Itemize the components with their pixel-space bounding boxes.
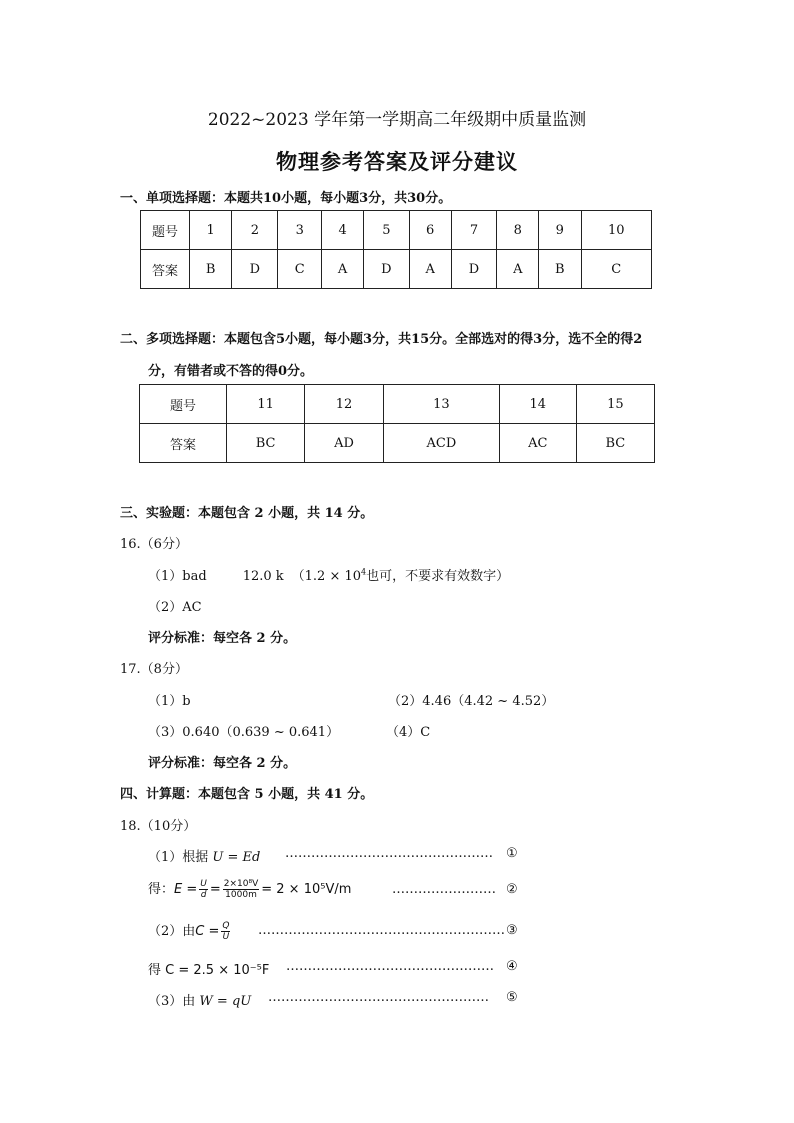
q18-line2-lhs: E = [174, 882, 198, 897]
table-cell: 13 [383, 385, 499, 424]
table-row [141, 250, 652, 289]
table-cell: 9 [539, 211, 581, 250]
table-cell: AD [305, 424, 384, 463]
q16-label: 16.（6分） [120, 537, 188, 552]
q16-part1-note-exp: 4 [361, 567, 367, 577]
table-cell: A [497, 250, 539, 289]
leader-dots: ………………………………………… [285, 846, 493, 861]
section2-heading-line2: 分，有错者或不答的得0分。 [148, 364, 314, 379]
table-cell: A [322, 250, 364, 289]
q16-part1-answer2: 12.0 k [242, 569, 284, 584]
row-label-question: 题号 [140, 385, 227, 424]
q18-line1-prefix: （1）根据 [148, 850, 209, 865]
fraction-denominator: 1000m [225, 890, 257, 900]
q18-line3-prefix: （2）由 [148, 924, 196, 939]
fraction-numerator: U [200, 879, 207, 889]
table-cell: B [190, 250, 232, 289]
table-cell: B [539, 250, 581, 289]
q16-part1-answer1: bad [182, 569, 207, 584]
q18-label: 18.（10分） [120, 819, 197, 834]
q17-part4: （4）C [386, 725, 431, 740]
fraction-denominator: U [222, 932, 230, 942]
table-row [140, 424, 655, 463]
table-cell: 8 [497, 211, 539, 250]
row-label-question: 题号 [141, 211, 190, 250]
q16-part1-number: （1） [148, 569, 183, 584]
table-cell: BC [227, 424, 305, 463]
q16-part1-note-pre: （1.2 × 10 [291, 569, 362, 584]
q18-line2: 得：E = $\frac{U}{d}$ = $\frac{\text{2×10⁸V}}{1000m}$ = 2 × 10⁵V/m [148, 879, 352, 900]
fraction-numerator: 2×10⁸V [223, 879, 259, 889]
table-cell: D [363, 250, 409, 289]
q18-line3 [148, 920, 232, 942]
q16-part2: （2）AC [148, 600, 202, 615]
table-cell: 1 [190, 211, 232, 250]
q18-line2-mark: ② [506, 882, 518, 897]
fraction [221, 921, 230, 942]
single-choice-answer-table [140, 210, 652, 289]
table-cell: 4 [322, 211, 364, 250]
table-row [141, 211, 652, 250]
table-cell: D [451, 250, 497, 289]
q18-line5 [148, 990, 251, 1009]
table-cell: 12 [305, 385, 384, 424]
table-cell: ACD [383, 424, 499, 463]
section2-heading-line1: 二、多项选择题：本题包含5小题，每小题3分，共15分。全部选对的得3分，选不全的得2 [120, 332, 643, 347]
table-cell: C [278, 250, 322, 289]
q18-line5-equation: W = qU [199, 994, 252, 1009]
table-cell: AC [499, 424, 576, 463]
q18-line5-prefix: （3）由 [148, 994, 196, 1009]
page-subtitle: 物理参考答案及评分建议 [276, 149, 518, 174]
q18-line1-mark: ① [506, 846, 518, 861]
leader-dots: ………………………………………… [286, 959, 494, 974]
table-row [140, 385, 655, 424]
row-label-answer: 答案 [141, 250, 190, 289]
q16-scoring: 评分标准：每空各 2 分。 [148, 631, 297, 646]
fraction-numerator: Q [222, 921, 230, 931]
q17-part1: （1）b [148, 694, 191, 709]
q18-line2-prefix: 得： [148, 882, 175, 897]
table-cell: 15 [576, 385, 654, 424]
q18-line1-equation: U = Ed [212, 850, 261, 865]
section1-heading: 一、单项选择题：本题共10小题，每小题3分，共30分。 [120, 191, 452, 206]
q18-line4 [148, 959, 269, 978]
page-title: 2022~2023 学年第一学期高二年级期中质量监测 [207, 110, 587, 130]
q18-line4-prefix: 得 [148, 963, 162, 978]
q17-part3: （3）0.640（0.639 ~ 0.641） [148, 725, 340, 740]
table-cell: 6 [409, 211, 451, 250]
table-cell: A [409, 250, 451, 289]
fraction [199, 879, 208, 900]
section3-heading: 三、实验题：本题包含 2 小题，共 14 分。 [120, 506, 374, 521]
q17-scoring: 评分标准：每空各 2 分。 [148, 756, 297, 771]
q18-line4-equation: C = 2.5 × 10⁻⁵F [165, 963, 270, 978]
table-cell: C [581, 250, 651, 289]
row-label-answer: 答案 [140, 424, 227, 463]
leader-dots: …………………………………………… [268, 990, 489, 1005]
table-cell: 10 [581, 211, 651, 250]
table-cell: 14 [499, 385, 576, 424]
fraction-denominator: d [200, 890, 207, 900]
table-cell: 7 [451, 211, 497, 250]
section4-heading: 四、计算题：本题包含 5 小题，共 41 分。 [120, 787, 374, 802]
table-cell: 11 [227, 385, 305, 424]
q18-line5-mark: ⑤ [506, 990, 518, 1005]
q16-part1 [148, 565, 509, 584]
leader-dots: ………………………………………………… [258, 923, 505, 938]
fraction [223, 879, 259, 900]
multi-choice-answer-table [139, 384, 655, 463]
q18-line3-lhs: C = [195, 924, 220, 939]
table-cell: 5 [363, 211, 409, 250]
q16-part1-note-post: 也可，不要求有效数字） [366, 569, 510, 584]
q17-label: 17.（8分） [120, 662, 188, 677]
table-cell: 2 [232, 211, 278, 250]
table-cell: D [232, 250, 278, 289]
q18-line4-mark: ④ [506, 959, 518, 974]
q18-line1 [148, 846, 260, 865]
table-cell: BC [576, 424, 654, 463]
q18-line2-rhs: = 2 × 10⁵V/m [261, 882, 352, 897]
table-cell: 3 [278, 211, 322, 250]
q17-part2: （2）4.46（4.42 ~ 4.52） [388, 694, 555, 709]
leader-dots: …………………… [392, 882, 496, 897]
q18-line3-mark: ③ [506, 923, 518, 938]
